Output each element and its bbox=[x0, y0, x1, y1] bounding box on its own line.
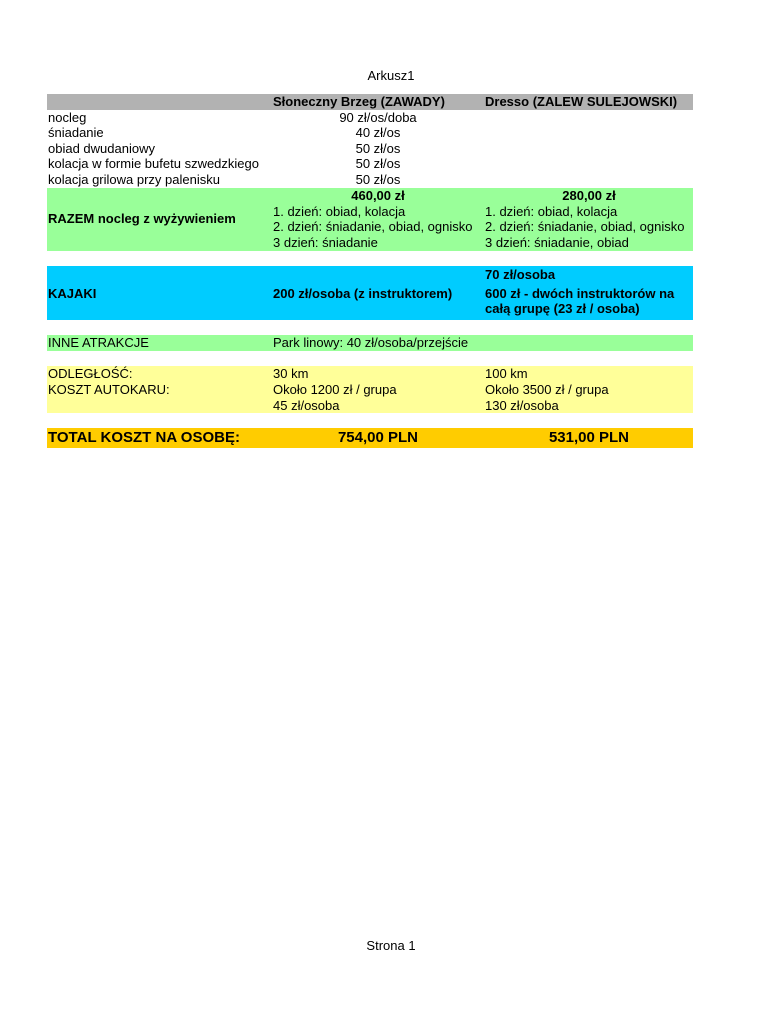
razem-col1-line: 1. dzień: obiad, kolacja bbox=[273, 204, 406, 219]
kajaki-label: KAJAKI bbox=[48, 286, 97, 301]
autokar-col2: Około 3500 zł / grupa bbox=[485, 382, 609, 397]
total-col1: 754,00 PLN bbox=[337, 429, 419, 446]
cost-value: 50 zł/os bbox=[355, 156, 401, 171]
odleglosc-col2: 100 km bbox=[485, 366, 528, 381]
cost-label: kolacja grilowa przy palenisku bbox=[48, 172, 220, 187]
sheet-title: Arkusz1 bbox=[367, 68, 415, 83]
kajaki-col2-note: 600 zł - dwóch instruktorów na bbox=[485, 286, 675, 301]
razem-col2-line: 2. dzień: śniadanie, obiad, ognisko bbox=[485, 219, 685, 234]
inne-label: INNE ATRAKCJE bbox=[48, 335, 149, 350]
header-col2: Dresso (ZALEW SULEJOWSKI) bbox=[485, 94, 678, 109]
cost-label: kolacja w formie bufetu szwedzkiego bbox=[48, 156, 259, 171]
odleglosc-label: ODLEGŁOŚĆ: bbox=[48, 366, 133, 381]
total-label: TOTAL KOSZT NA OSOBĘ: bbox=[48, 429, 240, 446]
autokar-col2-per-person: 130 zł/osoba bbox=[485, 398, 559, 413]
kajaki-col1: 200 zł/osoba (z instruktorem) bbox=[273, 286, 453, 301]
autokar-col1: Około 1200 zł / grupa bbox=[273, 382, 397, 397]
cost-label: obiad dwudaniowy bbox=[48, 141, 155, 156]
odleglosc-col1: 30 km bbox=[273, 366, 309, 381]
cost-value: 50 zł/os bbox=[355, 141, 401, 156]
cost-value: 50 zł/os bbox=[355, 172, 401, 187]
kajaki-col2-note: całą grupę (23 zł / osoba) bbox=[485, 301, 640, 316]
total-col2: 531,00 PLN bbox=[548, 429, 630, 446]
kajaki-col2-price: 70 zł/osoba bbox=[485, 267, 556, 282]
cost-value: 40 zł/os bbox=[355, 125, 401, 140]
razem-col2-line: 3 dzień: śniadanie, obiad bbox=[485, 235, 629, 250]
page-footer: Strona 1 bbox=[366, 938, 416, 953]
razem-col2-line: 1. dzień: obiad, kolacja bbox=[485, 204, 618, 219]
header-col1: Słoneczny Brzeg (ZAWADY) bbox=[273, 94, 445, 109]
autokar-label: KOSZT AUTOKARU: bbox=[48, 382, 170, 397]
inne-col1: Park linowy: 40 zł/osoba/przejście bbox=[273, 335, 469, 350]
cost-value: 90 zł/os/doba bbox=[339, 110, 417, 125]
razem-col1-line: 2. dzień: śniadanie, obiad, ognisko bbox=[273, 219, 473, 234]
razem-col1-total: 460,00 zł bbox=[351, 188, 405, 203]
autokar-col1-per-person: 45 zł/osoba bbox=[273, 398, 340, 413]
razem-col2-total: 280,00 zł bbox=[562, 188, 616, 203]
razem-label: RAZEM nocleg z wyżywieniem bbox=[48, 211, 236, 226]
cost-label: nocleg bbox=[48, 110, 87, 125]
cost-label: śniadanie bbox=[48, 125, 104, 140]
razem-col1-line: 3 dzień: śniadanie bbox=[273, 235, 378, 250]
